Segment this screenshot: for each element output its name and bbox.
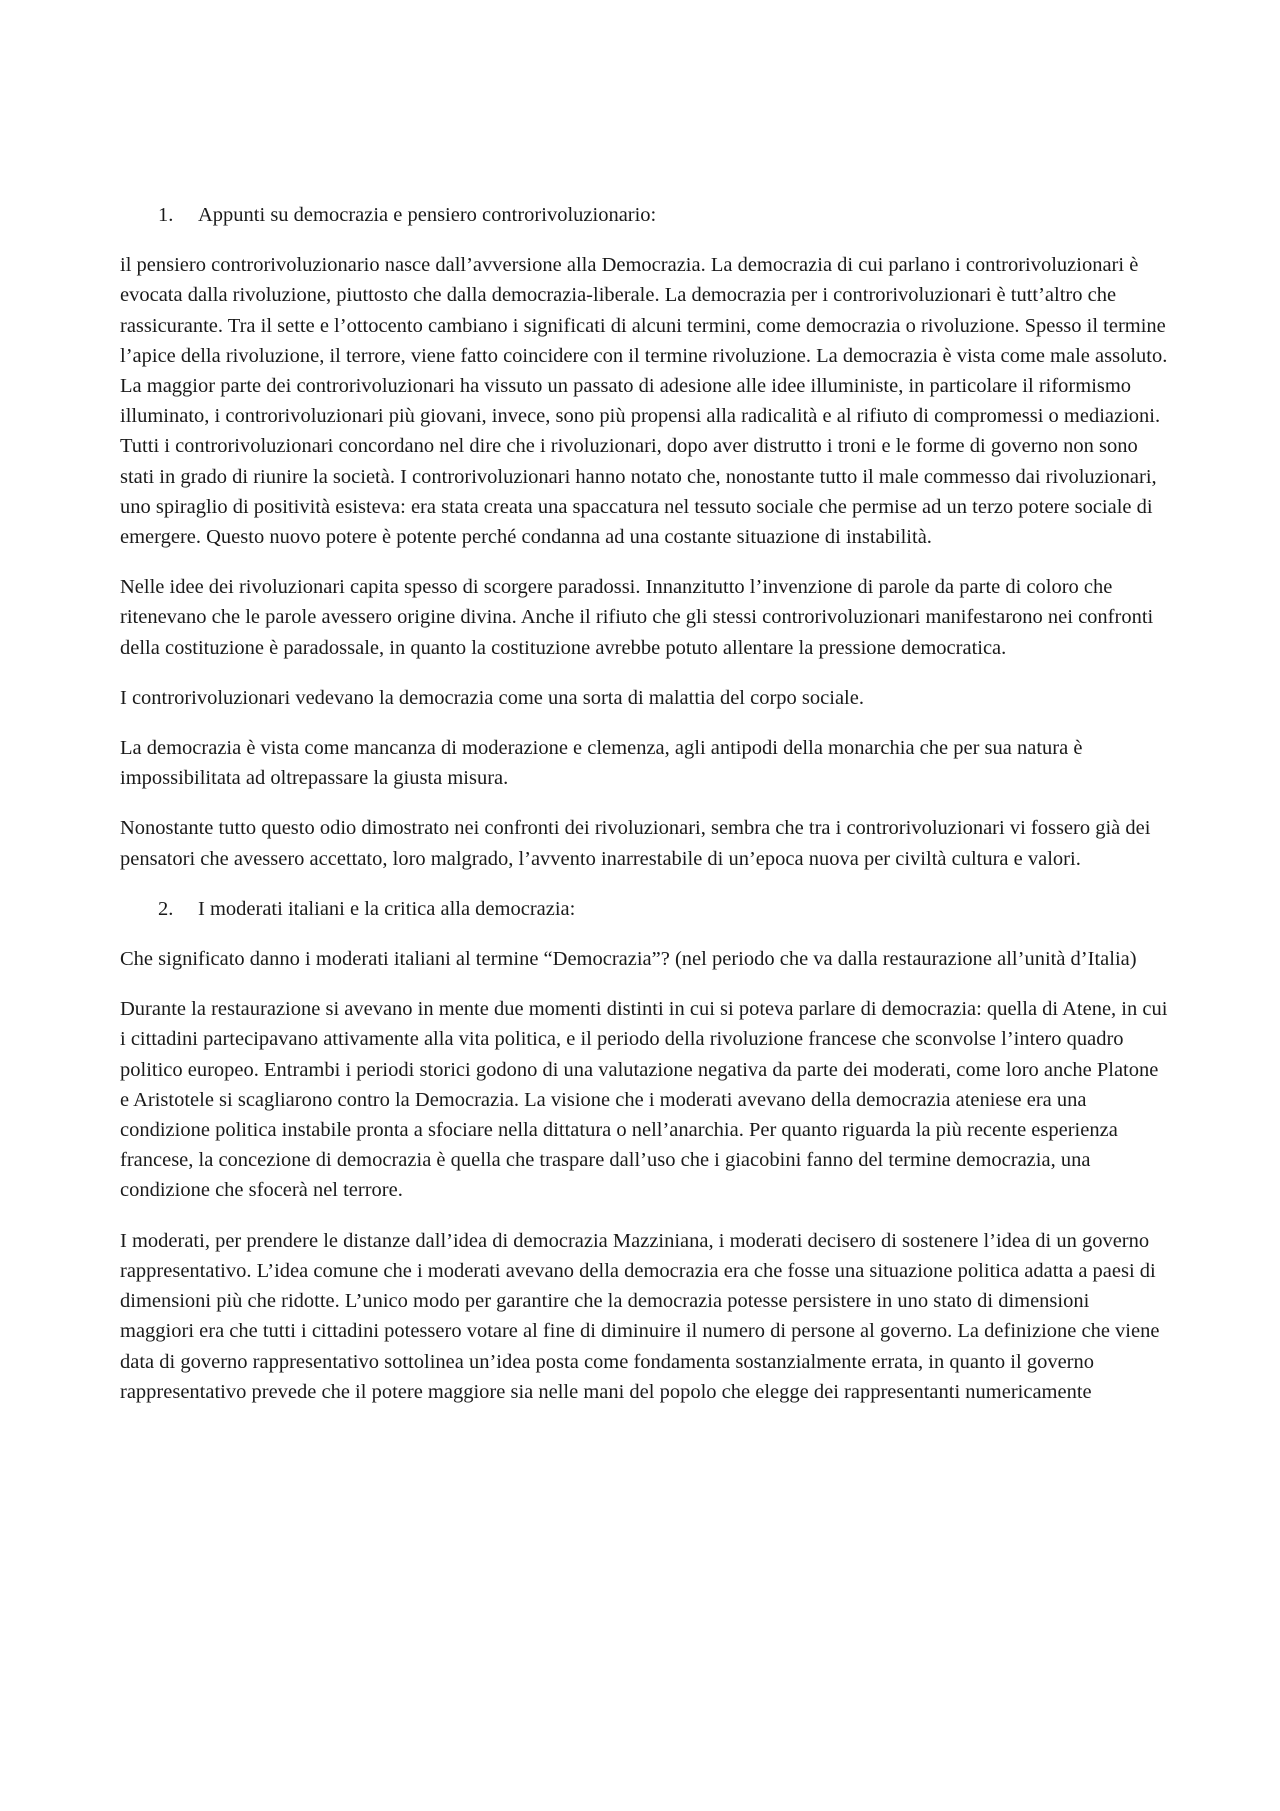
section-number: 2.	[158, 897, 174, 920]
paragraph: Che significato danno i moderati italiani al termine “Democrazia”? (nel periodo che va dalla restaurazione all’unità d’Italia)	[120, 948, 1137, 971]
paragraph: Durante la restaurazione si avevano in mente due momenti distinti in cui si poteva parlare di democrazia: quella di Atene, in cui i cittadini partecipavano attivamente alla vita politica, e il periodo della rivoluzione francese che sconvolse l’intero quadro politico europeo. Entrambi i periodi storici godono di una valutazione negativa da parte dei moderati, come loro anche Platone e Aristotele si scagliarono contro la Democrazia. La visione che i moderati avevano della democrazia ateniese era una condizione politica instabile pronta a sfociare nella dittatura o nell’anarchia. Per quanto riguarda la più recente esperienza francese, la concezione di democrazia è quella che traspare dall’uso che i giacobini fanno del termine democrazia, una condizione che sfocerà nel terrore.	[120, 998, 1168, 1202]
document-body	[120, 200, 1168, 1427]
paragraph: il pensiero controrivoluzionario nasce dall’avversione alla Democrazia. La democrazia di cui parlano i controrivoluzionari è evocata dalla rivoluzione, piuttosto che dalla democrazia-liberale. La democrazia per i controrivoluzionari è tutt’altro che rassicurante. Tra il sette e l’ottocento cambiano i significati di alcuni termini, come democrazia o rivoluzione. Spesso il termine l’apice della rivoluzione, il terrore, viene fatto coincidere con il termine rivoluzione. La democrazia è vista come male assoluto. La maggior parte dei controrivoluzionari ha vissuto un passato di adesione alle idee illuministe, in particolare il riformismo illuminato, i controrivoluzionari più giovani, invece, sono più propensi alla radicalità e al rifiuto di compromessi o mediazioni. Tutti i controrivoluzionari concordano nel dire che i rivoluzionari, dopo aver distrutto i troni e le forme di governo non sono stati in grado di riunire la società. I controrivoluzionari hanno notato che, nonostante tutto il male commesso dai rivoluzionari, uno spiraglio di positività esisteva: era stata creata una spaccatura nel tessuto sociale che permise ad un terzo potere sociale di emergere. Questo nuovo potere è potente perché condanna ad una costante situazione di instabilità.	[120, 254, 1168, 549]
paragraph: Nonostante tutto questo odio dimostrato nei confronti dei rivoluzionari, sembra che tra i controrivoluzionari vi fossero già dei pensatori che avessero accettato, loro malgrado, l’avvento inarrestabile di un’epoca nuova per civiltà cultura e valori.	[120, 817, 1151, 870]
section-number: 1.	[158, 204, 174, 226]
paragraph: La democrazia è vista come mancanza di moderazione e clemenza, agli antipodi della monarchia che per sua natura è impossibilitata ad oltrepassare la giusta misura.	[120, 737, 1083, 790]
section-title: Appunti su democrazia e pensiero controrivoluzionario:	[198, 204, 657, 226]
section-title: I moderati italiani e la critica alla democrazia:	[198, 897, 576, 920]
paragraph: I moderati, per prendere le distanze dall’idea di democrazia Mazziniana, i moderati decisero di sostenere l’idea di un governo rappresentativo. L’idea comune che i moderati avevano della democrazia era che fosse una situazione politica adatta a paesi di dimensioni più che ridotte. L’unico modo per garantire che la democrazia potesse persistere in uno stato di dimensioni maggiori era che tutti i cittadini potessero votare al fine di diminuire il numero di persone al governo. La definizione che viene data di governo rappresentativo sottolinea un’idea posta come fondamenta sostanzialmente errata, in quanto il governo rappresentativo prevede che il potere maggiore sia nelle mani del popolo che elegge dei rappresentanti numericamente	[120, 1229, 1160, 1403]
paragraph: Nelle idee dei rivoluzionari capita spesso di scorgere paradossi. Innanzitutto l’invenzione di parole da parte di coloro che ritenevano che le parole avessero origine divina. Anche il rifiuto che gli stessi controrivoluzionari manifestarono nei confronti della costituzione è paradossale, in quanto la costituzione avrebbe potuto allentare la pressione democratica.	[120, 576, 1154, 659]
section-heading-1	[158, 200, 1168, 230]
paragraph: I controrivoluzionari vedevano la democrazia come una sorta di malattia del corpo sociale.	[120, 686, 864, 709]
section-heading-2	[158, 894, 1168, 924]
